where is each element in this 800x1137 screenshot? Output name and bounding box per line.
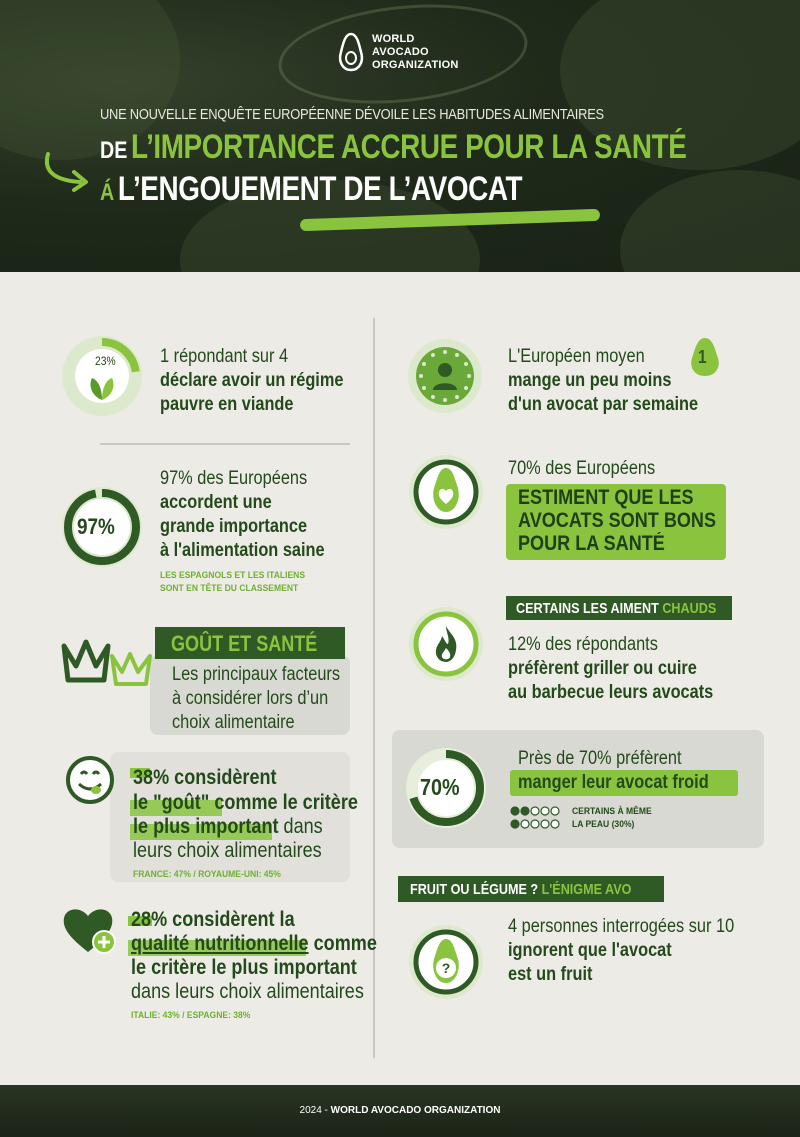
r1-line2: mange un peu moins bbox=[508, 370, 672, 391]
eu-person-icon bbox=[406, 337, 484, 415]
s3-line1: Les principaux facteurs bbox=[172, 664, 341, 685]
header-banner bbox=[0, 0, 800, 272]
section-divider bbox=[100, 443, 350, 445]
r5-tag-a: FRUIT OU LÉGUME ? bbox=[410, 881, 539, 898]
crown-icon bbox=[60, 632, 160, 692]
pct-23-label: 23% bbox=[95, 354, 116, 368]
s4-line3-rest: dans bbox=[278, 815, 323, 838]
s2-line4: à l'alimentation saine bbox=[160, 540, 325, 561]
curved-arrow-icon bbox=[40, 148, 96, 194]
r5-line3: est un fruit bbox=[508, 964, 593, 985]
s5-line2 bbox=[131, 933, 377, 955]
s5-line2-rest: comme bbox=[308, 932, 377, 955]
s1-line2: déclare avoir un régime bbox=[160, 370, 344, 391]
r4-note1: CERTAINS À MÊME bbox=[572, 806, 652, 817]
s1-line3: pauvre en viande bbox=[160, 394, 294, 415]
s3-tag bbox=[155, 627, 345, 659]
r3-tag bbox=[506, 596, 732, 620]
s3-line3: choix alimentaire bbox=[172, 712, 295, 733]
donut-23-chart bbox=[62, 336, 142, 416]
r2-line3: AVOCATS SONT BONS bbox=[518, 509, 717, 532]
s1-line1: 1 répondant sur 4 bbox=[160, 346, 289, 367]
logo-text: WORLD AVOCADO ORGANIZATION bbox=[372, 32, 459, 71]
r2-line4: POUR LA SANTÉ bbox=[518, 532, 665, 555]
headline-main-1: L’IMPORTANCE ACCRUE POUR LA SANTÉ bbox=[130, 128, 687, 166]
s2-note2: SONT EN TÊTE DU CLASSEMENT bbox=[160, 583, 299, 594]
r3-line3: au barbecue leurs avocats bbox=[508, 682, 714, 703]
smiley-tongue-icon bbox=[62, 752, 118, 808]
r4-line2: manger leur avocat froid bbox=[518, 772, 709, 793]
headline-line-2 bbox=[100, 170, 522, 209]
headline-prefix-a: Á bbox=[100, 179, 115, 206]
header-subtitle: UNE NOUVELLE ENQUÊTE EUROPÉENNE DÉVOILE LES HABITUDES ALIMENTAIRES bbox=[100, 106, 604, 123]
s4-line3 bbox=[133, 816, 323, 838]
headline-prefix-de: DE bbox=[100, 137, 128, 164]
footer-year: 2024 - bbox=[299, 1105, 331, 1116]
pct-97-label: 97% bbox=[77, 514, 115, 539]
rating-dots bbox=[510, 806, 562, 830]
r5-tag bbox=[398, 876, 664, 902]
r1-badge-number: 1 bbox=[698, 347, 707, 367]
s2-line2: accordent une bbox=[160, 492, 272, 513]
r3-line1: 12% des répondants bbox=[508, 634, 658, 655]
s4-gout: le "goût" bbox=[133, 791, 210, 814]
r5-line2: ignorent que l'avocat bbox=[508, 940, 672, 961]
s4-line2 bbox=[133, 792, 358, 814]
r5-tag-b: L'ÉNIGME AVO bbox=[541, 881, 632, 898]
s2-note1: LES ESPAGNOLS ET LES ITALIENS bbox=[160, 570, 306, 581]
footer-org: WORLD AVOCADO ORGANIZATION bbox=[330, 1105, 501, 1116]
pct-70-label: 70% bbox=[420, 774, 460, 800]
r3-tag-text bbox=[516, 600, 716, 617]
r3-tag-b: CHAUDS bbox=[662, 600, 717, 617]
r3-line2: préfèrent griller ou cuire bbox=[508, 658, 697, 679]
r1-line1: L'Européen moyen bbox=[508, 346, 645, 367]
r2-line2: ESTIMENT QUE LES bbox=[518, 486, 694, 509]
headline-main-2: L’ENGOUEMENT DE L’AVOCAT bbox=[117, 170, 523, 208]
svg-text:?: ? bbox=[441, 960, 451, 976]
s5-line4: dans leurs choix alimentaires bbox=[131, 980, 364, 1003]
background-avocado-shape bbox=[620, 170, 800, 272]
headline-line-1 bbox=[100, 128, 686, 167]
s5-line3: le critère le plus important bbox=[131, 956, 357, 979]
avocado-heart-icon bbox=[406, 452, 486, 532]
footer bbox=[0, 1085, 800, 1137]
s2-line1: 97% des Européens bbox=[160, 468, 308, 489]
avocado-question-icon bbox=[406, 922, 486, 1002]
avocado-logo-icon bbox=[338, 32, 364, 72]
s4-line2-rest: comme le critère bbox=[209, 791, 358, 814]
s4-note: FRANCE: 47% / ROYAUME-UNI: 45% bbox=[133, 869, 281, 880]
r2-line1: 70% des Européens bbox=[508, 458, 656, 479]
s4-line1: 38% considèrent bbox=[133, 766, 277, 789]
r3-tag-a: CERTAINS LES AIMENT bbox=[516, 600, 659, 617]
r5-tag-text bbox=[410, 881, 631, 898]
s5-note: ITALIE: 43% / ESPAGNE: 38% bbox=[131, 1010, 251, 1021]
r4-note2: LA PEAU (30%) bbox=[572, 819, 635, 830]
s5-qualite: qualité nutritionnelle bbox=[131, 932, 309, 955]
s4-plus-important: le plus important bbox=[133, 815, 279, 838]
r5-line1: 4 personnes interrogées sur 10 bbox=[508, 916, 735, 937]
s5-line1: 28% considèrent la bbox=[131, 908, 295, 931]
s2-line3: grande importance bbox=[160, 516, 308, 537]
wao-logo bbox=[338, 32, 459, 72]
footer-text bbox=[0, 1105, 800, 1116]
s4-line4: leurs choix alimentaires bbox=[133, 839, 322, 862]
r4-line1: Près de 70% préfèrent bbox=[518, 748, 682, 769]
r1-line3: d'un avocat par semaine bbox=[508, 394, 699, 415]
heart-plus-icon bbox=[60, 902, 122, 958]
s3-line2: à considérer lors d’un bbox=[172, 688, 329, 709]
fire-icon bbox=[406, 604, 486, 684]
s3-tag-text: GOÛT ET SANTÉ bbox=[171, 631, 318, 656]
